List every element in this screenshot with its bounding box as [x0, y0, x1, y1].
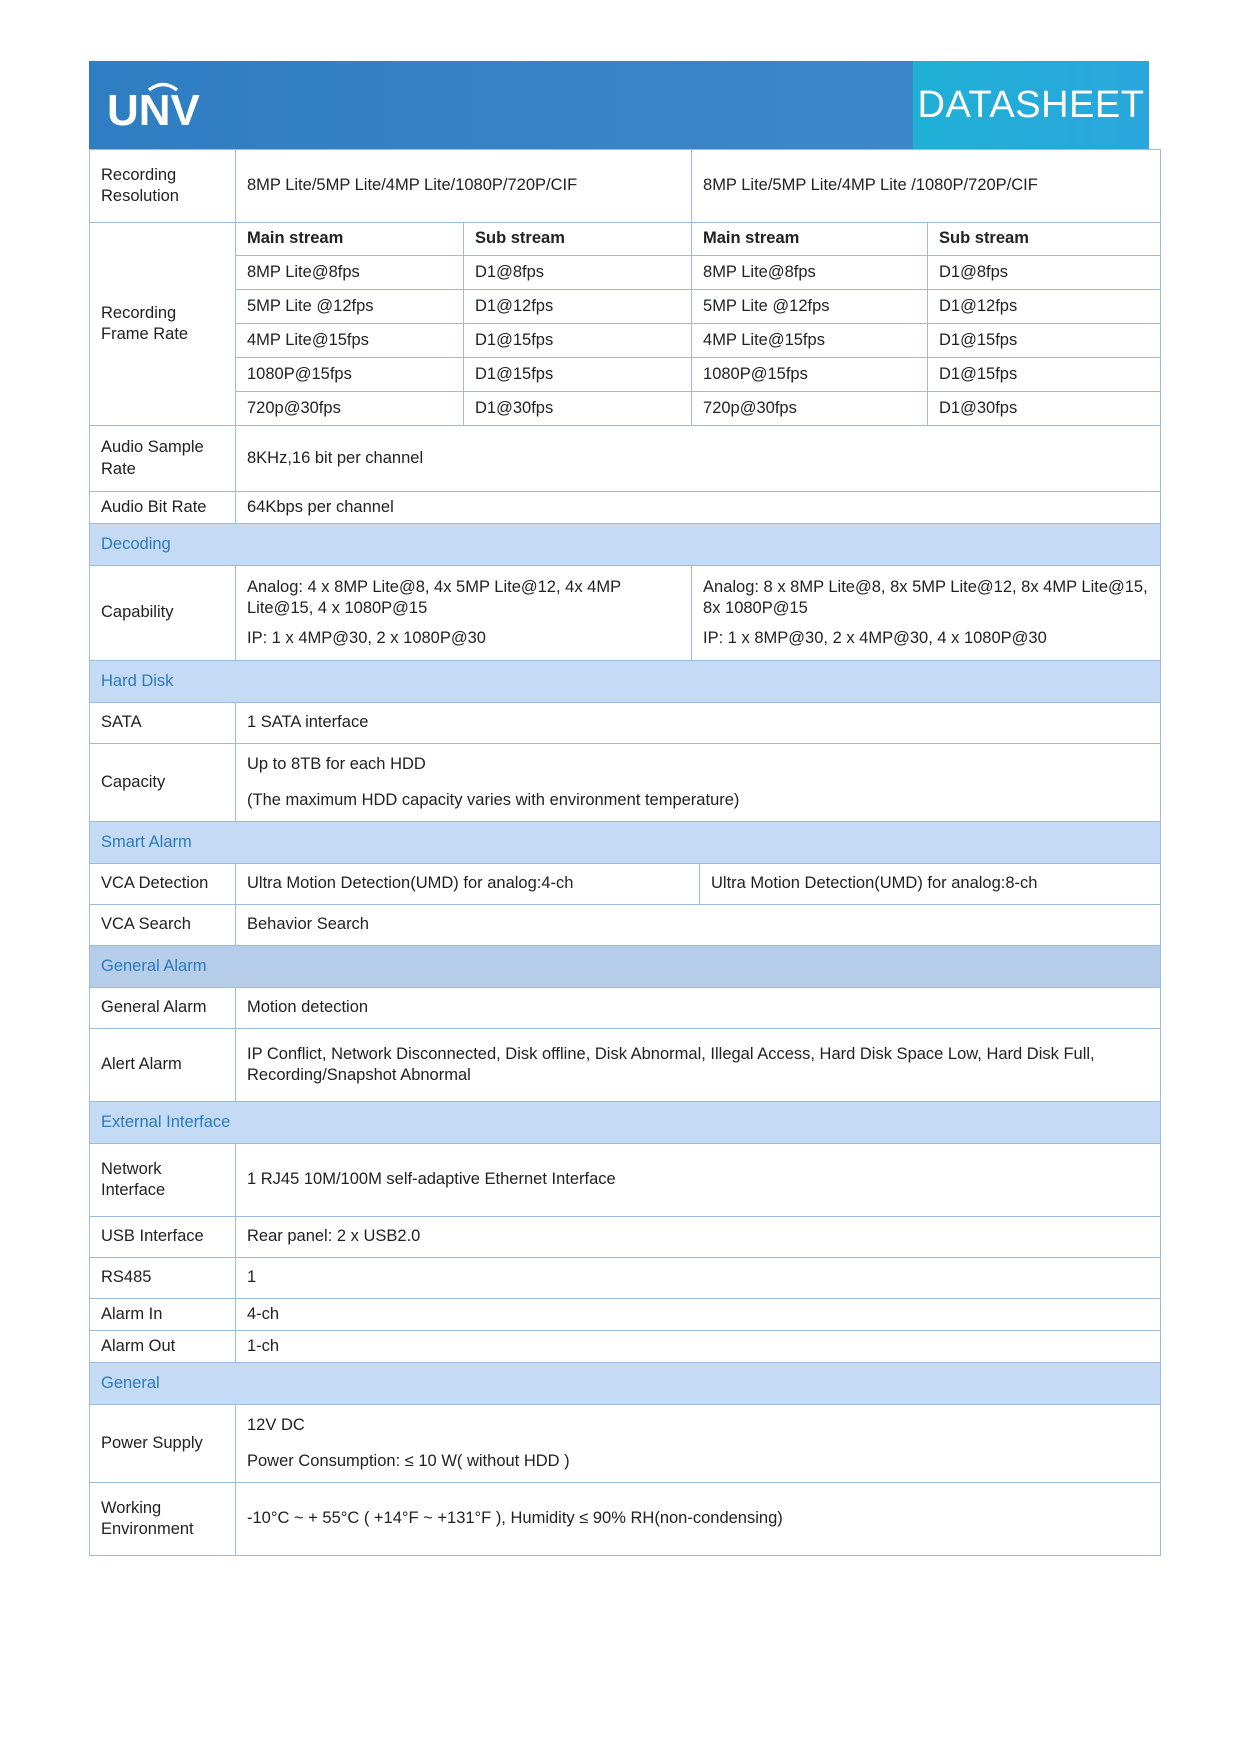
section-decoding: [90, 524, 1161, 566]
label-general-alarm: General Alarm: [90, 988, 236, 1029]
capacity-line1: Up to 8TB for each HDD: [247, 755, 426, 774]
table-cell: D1@15fps: [928, 358, 1161, 392]
table-cell: D1@12fps: [928, 290, 1161, 324]
value-vca-detection-a: Ultra Motion Detection(UMD) for analog:4-ch: [236, 864, 700, 905]
row-alarm-in: [90, 1299, 1161, 1331]
table-cell: D1@15fps: [464, 358, 692, 392]
value-recording-resolution-a: 8MP Lite/5MP Lite/4MP Lite/1080P/720P/CIF: [236, 150, 692, 223]
row-frame-rate-header: [90, 223, 1161, 256]
label-recording-frame-rate: Recording Frame Rate: [90, 223, 236, 426]
table-cell: D1@15fps: [464, 324, 692, 358]
table-row: [90, 358, 1161, 392]
section-title: External Interface: [90, 1102, 1161, 1144]
table-cell: 1080P@15fps: [236, 358, 464, 392]
label-audio-bit-rate: Audio Bit Rate: [90, 492, 236, 524]
datasheet-badge: [913, 61, 1149, 149]
table-cell: D1@8fps: [928, 256, 1161, 290]
value-usb-interface: Rear panel: 2 x USB2.0: [236, 1217, 1161, 1258]
section-title: General Alarm: [90, 946, 1161, 988]
table-cell: 4MP Lite@15fps: [692, 324, 928, 358]
table-cell: 5MP Lite @12fps: [236, 290, 464, 324]
section-title: General: [90, 1363, 1161, 1405]
row-sata: [90, 703, 1161, 744]
page-header: [89, 61, 1149, 149]
row-alert-alarm: [90, 1029, 1161, 1102]
label-recording-resolution: Recording Resolution: [90, 150, 236, 223]
table-row: [90, 392, 1161, 426]
logo-text: UNV: [107, 86, 200, 135]
section-title: Smart Alarm: [90, 822, 1161, 864]
unv-logo: [105, 75, 215, 135]
value-alarm-in: 4-ch: [236, 1299, 1161, 1331]
label-alarm-out: Alarm Out: [90, 1331, 236, 1363]
section-general-alarm: [90, 946, 1161, 988]
table-cell: D1@30fps: [464, 392, 692, 426]
capability-a-ip: IP: 1 x 4MP@30, 2 x 1080P@30: [247, 628, 486, 647]
row-power-supply: [90, 1405, 1161, 1483]
value-network-interface: 1 RJ45 10M/100M self-adaptive Ethernet Interface: [236, 1144, 1161, 1217]
label-capacity: Capacity: [90, 744, 236, 822]
header-main-stream-a: Main stream: [236, 223, 464, 256]
table-row: [90, 324, 1161, 358]
row-vca-search: [90, 905, 1161, 946]
row-recording-resolution: [90, 150, 1161, 223]
value-power-supply: [236, 1405, 1161, 1483]
row-vca-detection: [90, 864, 1161, 905]
header-sub-stream-b: Sub stream: [928, 223, 1161, 256]
row-capacity: [90, 744, 1161, 822]
label-working-environment: Working Environment: [90, 1483, 236, 1556]
row-alarm-out: [90, 1331, 1161, 1363]
table-cell: 8MP Lite@8fps: [236, 256, 464, 290]
value-audio-sample-rate: 8KHz,16 bit per channel: [236, 426, 1161, 492]
value-recording-resolution-b: 8MP Lite/5MP Lite/4MP Lite /1080P/720P/CIF: [692, 150, 1161, 223]
row-working-environment: [90, 1483, 1161, 1556]
table-cell: 5MP Lite @12fps: [692, 290, 928, 324]
header-main-stream-b: Main stream: [692, 223, 928, 256]
capability-b-analog: Analog: 8 x 8MP Lite@8, 8x 5MP Lite@12, 8x 4MP Lite@15, 8x 1080P@15: [703, 577, 1148, 618]
section-hard-disk: [90, 661, 1161, 703]
section-external-interface: [90, 1102, 1161, 1144]
label-audio-sample-rate: Audio Sample Rate: [90, 426, 236, 492]
table-cell: 8MP Lite@8fps: [692, 256, 928, 290]
section-title: Decoding: [90, 524, 1161, 566]
power-line1: 12V DC: [247, 1416, 305, 1435]
table-cell: 1080P@15fps: [692, 358, 928, 392]
label-vca-search: VCA Search: [90, 905, 236, 946]
header-sub-stream-a: Sub stream: [464, 223, 692, 256]
power-line2: Power Consumption: ≤ 10 W( without HDD ): [247, 1451, 570, 1470]
section-general: [90, 1363, 1161, 1405]
value-capability-b: [692, 566, 1161, 661]
label-vca-detection: VCA Detection: [90, 864, 236, 905]
capacity-line2: (The maximum HDD capacity varies with environment temperature): [247, 790, 740, 809]
row-usb-interface: [90, 1217, 1161, 1258]
label-power-supply: Power Supply: [90, 1405, 236, 1483]
row-audio-bit-rate: [90, 492, 1161, 524]
value-capability-a: [236, 566, 692, 661]
value-capacity: [236, 744, 1161, 822]
value-sata: 1 SATA interface: [236, 703, 1161, 744]
table-cell: 720p@30fps: [236, 392, 464, 426]
row-general-alarm: [90, 988, 1161, 1029]
table-row: [90, 256, 1161, 290]
row-rs485: [90, 1258, 1161, 1299]
value-vca-search: Behavior Search: [236, 905, 1161, 946]
table-cell: 4MP Lite@15fps: [236, 324, 464, 358]
section-smart-alarm: [90, 822, 1161, 864]
capability-b-ip: IP: 1 x 8MP@30, 2 x 4MP@30, 4 x 1080P@30: [703, 628, 1047, 647]
spec-table: [89, 149, 1161, 1556]
value-alert-alarm: IP Conflict, Network Disconnected, Disk offline, Disk Abnormal, Illegal Access, Hard Disk Space Low, Hard Disk Full, Recording/Snapshot Abnormal: [236, 1029, 1161, 1102]
label-usb-interface: USB Interface: [90, 1217, 236, 1258]
label-alarm-in: Alarm In: [90, 1299, 236, 1331]
row-audio-sample-rate: [90, 426, 1161, 492]
table-cell: D1@15fps: [928, 324, 1161, 358]
label-network-interface: Network Interface: [90, 1144, 236, 1217]
value-audio-bit-rate: 64Kbps per channel: [236, 492, 1161, 524]
value-working-environment: -10°C ~ + 55°C ( +14°F ~ +131°F ), Humidity ≤ 90% RH(non-condensing): [236, 1483, 1161, 1556]
label-alert-alarm: Alert Alarm: [90, 1029, 236, 1102]
row-capability: [90, 566, 1161, 661]
value-general-alarm: Motion detection: [236, 988, 1161, 1029]
row-network-interface: [90, 1144, 1161, 1217]
value-vca-detection-b: Ultra Motion Detection(UMD) for analog:8-ch: [700, 864, 1161, 905]
label-sata: SATA: [90, 703, 236, 744]
table-cell: D1@30fps: [928, 392, 1161, 426]
value-rs485: 1: [236, 1258, 1161, 1299]
capability-a-analog: Analog: 4 x 8MP Lite@8, 4x 5MP Lite@12, 4x 4MP Lite@15, 4 x 1080P@15: [247, 577, 621, 618]
table-cell: D1@12fps: [464, 290, 692, 324]
label-capability: Capability: [90, 566, 236, 661]
value-alarm-out: 1-ch: [236, 1331, 1161, 1363]
label-rs485: RS485: [90, 1258, 236, 1299]
table-cell: D1@8fps: [464, 256, 692, 290]
table-row: [90, 290, 1161, 324]
table-cell: 720p@30fps: [692, 392, 928, 426]
datasheet-title: DATASHEET: [917, 84, 1145, 126]
section-title: Hard Disk: [90, 661, 1161, 703]
